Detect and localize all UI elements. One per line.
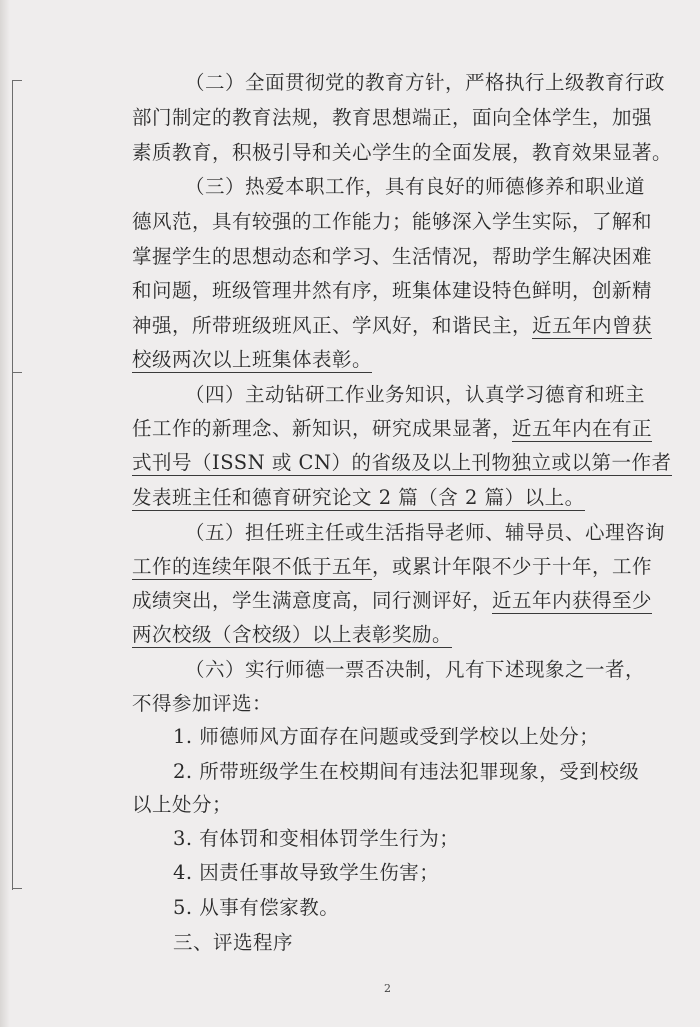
paragraph-line [132, 552, 652, 582]
paragraph-line: 以上处分； [132, 793, 233, 816]
text-segment: 神强，所带班级班风正、学风好，和谐民主， [132, 314, 533, 337]
paragraph-line [132, 620, 452, 650]
list-item: 2. 所带班级学生在校期间有违法犯罪现象，受到校级 [173, 760, 640, 783]
list-item: 5. 从事有偿家教。 [173, 896, 340, 919]
underlined-text: 发表班主任和德育研究论文 2 篇（含 2 篇）以上。 [132, 486, 585, 509]
paragraph-line: （二）全面贯彻党的教育方针，严格执行上级教育行政 [185, 71, 666, 94]
underlined-text: 式刊号（ISSN 或 CN）的省级及以上刊物独立或以第一作者 [132, 451, 672, 474]
paragraph-line: （六）实行师德一票否决制，凡有下述现象之一者， [185, 658, 646, 681]
underlined-text: 工作的连续年限不低于五年 [132, 555, 373, 578]
page-number: 2 [384, 982, 391, 995]
paragraph-line [132, 448, 672, 478]
text-segment: 任工作的新理念、新知识，研究成果显著， [132, 417, 513, 440]
paragraph-line: 素质教育，积极引导和关心学生的全面发展，教育效果显著。 [132, 141, 673, 164]
text-segment: ，或累计年限不少于十年，工作 [372, 555, 653, 578]
paragraph-line: （三）热爱本职工作，具有良好的师德修养和职业道 [185, 175, 646, 198]
paragraph-line [132, 311, 652, 341]
paragraph-line: 不得参加评选： [132, 692, 273, 715]
underlined-text: 近五年内在有正 [512, 417, 653, 440]
paragraph-line: （五）担任班主任或生活指导老师、辅导员、心理咨询 [185, 521, 666, 544]
underlined-text: 两次校级（含校级）以上表彰奖励。 [132, 623, 453, 646]
list-item: 4. 因责任事故导致学生伤害； [173, 861, 440, 884]
paragraph-line [132, 345, 372, 375]
paragraph-line [132, 414, 652, 444]
paragraph-line: 部门制定的教育法规，教育思想端正，面向全体学生，加强 [132, 106, 653, 129]
underlined-text: 近五年内获得至少 [492, 589, 653, 612]
list-item: 1. 师德师风方面存在问题或受到学校以上处分； [173, 725, 600, 748]
underlined-text: 校级两次以上班集体表彰。 [132, 348, 373, 371]
section-heading: 三、评选程序 [173, 931, 294, 954]
paragraph-line: 德风范，具有较强的工作能力；能够深入学生实际，了解和 [132, 210, 653, 233]
text-segment: 成绩突出，学生满意度高，同行测评好， [132, 589, 493, 612]
paragraph-line: 掌握学生的思想动态和学习、生活情况，帮助学生解决困难 [132, 245, 653, 268]
list-item: 3. 有体罚和变相体罚学生行为； [173, 827, 460, 850]
paragraph-line [132, 483, 585, 513]
paragraph-line: （四）主动钻研工作业务知识，认真学习德育和班主 [185, 383, 646, 406]
paragraph-line [132, 586, 652, 616]
paragraph-line: 和问题，班级管理井然有序，班集体建设特色鲜明，创新精 [132, 279, 653, 302]
underlined-text: 近五年内曾获 [532, 314, 653, 337]
